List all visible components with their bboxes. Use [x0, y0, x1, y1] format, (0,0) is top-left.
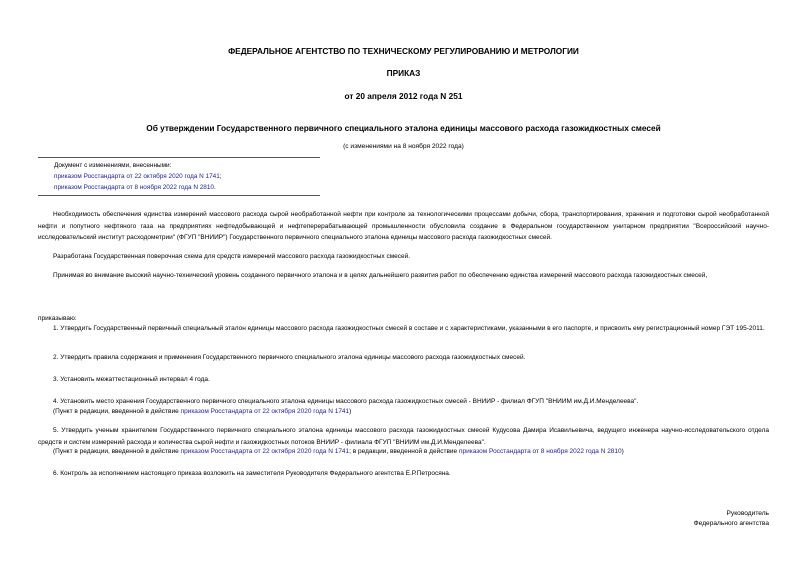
order-item-4: 4. Установить место хранения Государственного первичного специального эталона единицы массового расхода газожидкостных смесей - ВНИИР - филиал ФГУП "ВНИИМ им.Д.И.Менделеева". — [53, 398, 639, 405]
paragraph-1: Необходимость обеспечения единства измерений массового расхода сырой необработанной нефти при контроле за технологическими процессами добычи, сбора, транспортирования, хранения и подготовки сырой необработанной нефти и попутного нефтяного газа на предприятиях нефтедобывающей и нефтеперерабатывающей промышленности обусловила создание в Федеральном государственном унитарном предприятии "Всероссийский научно-исследовательский институт расходометрии" (ФГУП "ВНИИР") Государственного первичного специального эталона единицы массового расхода газожидкостных смесей. — [38, 211, 769, 241]
amendment-link-1[interactable]: приказом Росстандарта от 22 октября 2020 года N 1741 — [54, 173, 220, 180]
doc-date-number: от 20 апреля 2012 года N 251 — [344, 91, 463, 101]
amendments-top-rule — [38, 157, 320, 158]
amendments-box — [54, 160, 222, 193]
signature-agency: Федерального агентства — [693, 520, 769, 527]
item5-note-link-1[interactable]: приказом Росстандарта от 22 октября 2020 года N 1741 — [180, 448, 350, 455]
amendment-line-2: приказом Росстандарта от 8 ноября 2022 года N 2810. — [54, 184, 216, 191]
paragraph-3: Принимая во внимание высокий научно-технический уровень созданного первичного эталона и в целях дальнейшего развития работ по обеспечению единства измерений массового расхода газожидкостных смесей, — [53, 272, 708, 279]
amendments-intro: Документ с изменениями, внесенными: — [54, 162, 172, 169]
amendments-bottom-rule — [38, 195, 320, 196]
item4-note-link[interactable]: приказом Росстандарта от 22 октября 2020 года N 1741 — [180, 408, 350, 415]
order-word: приказываю: — [38, 315, 77, 322]
amendment-line-1: приказом Росстандарта от 22 октября 2020 года N 1741; — [54, 173, 222, 180]
signature-title: Руководитель — [726, 510, 769, 517]
amendment-link-2[interactable]: приказом Росстандарта от 8 ноября 2022 года N 2810 — [54, 184, 214, 191]
order-item-5-note: (Пункт в редакции, введенной в действие приказом Росстандарта от 22 октября 2020 года N 1741; в редакции, введенной в действие приказом Росстандарта от 8 ноября 2022 года N 2810) — [53, 448, 624, 455]
order-item-6: 6. Контроль за исполнением настоящего приказа возложить на заместителя Руководителя Федерального агентства Е.Р.Петросяна. — [53, 470, 451, 477]
order-item-4-note: (Пункт в редакции, введенной в действие приказом Росстандарта от 22 октября 2020 года N 1741) — [53, 408, 352, 415]
item5-note-link-2[interactable]: приказом Росстандарта от 8 ноября 2022 года N 2810 — [458, 448, 622, 455]
order-item-2: 2. Утвердить правила содержания и применения Государственного первичного специального эталона единицы массового расхода газожидкостных смесей. — [53, 354, 526, 361]
paragraph-2: Разработана Государственная поверочная схема для средств измерений массового расхода газожидкостных смесей. — [53, 253, 411, 260]
agency-name: ФЕДЕРАЛЬНОЕ АГЕНТСТВО ПО ТЕХНИЧЕСКОМУ РЕГУЛИРОВАНИЮ И МЕТРОЛОГИИ — [228, 46, 579, 56]
order-item-1: 1. Утвердить Государственный первичный специальный эталон единицы массового расхода газожидкостных смесей в составе и с характеристиками, указанными в его паспорте, и присвоить ему регистрационный номер ГЭТ 195-2011. — [53, 325, 765, 332]
doc-title: Об утверждении Государственного первичного специального эталона единицы массового расхода газожидкостных смесей — [146, 123, 661, 133]
order-item-5: 5. Утвердить ученым хранителем Государственного первичного специального эталона единицы массового расхода газожидкостных смесей Кудусова Дамира Исавильевича, ведущего инженера научно-исследовательского отдела средств и систем измерений расхода и количества сырой нефти и газожидкостных потоков ВНИИР - филиала ФГУП "ВНИИМ им.Д.И.Менделеева". — [38, 427, 769, 446]
revision-note: (с изменениями на 8 ноября 2022 года) — [343, 143, 464, 150]
doc-type: ПРИКАЗ — [386, 68, 421, 78]
order-item-3: 3. Установить межаттестационный интервал 4 года. — [53, 376, 210, 383]
